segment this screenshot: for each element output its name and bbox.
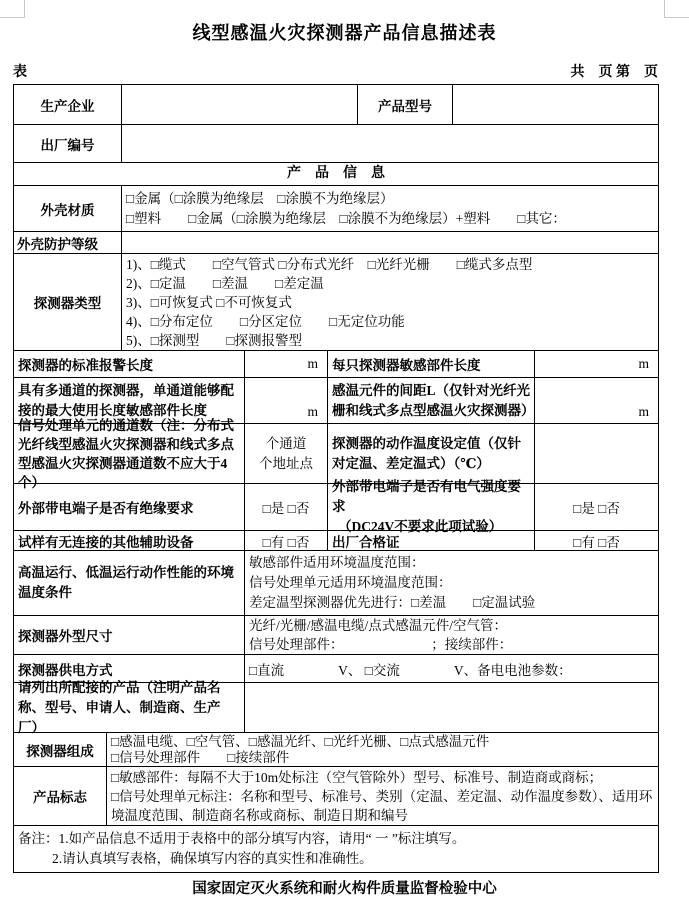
electric-strength-label-line1: 外部带电端子是否有电气强度要求 bbox=[332, 479, 521, 514]
composition-label: 探测器组成 bbox=[14, 733, 107, 766]
channels-value-line2: 个地址点 bbox=[259, 455, 313, 471]
multichannel-value-cell[interactable]: m bbox=[245, 378, 328, 423]
product-info-table bbox=[13, 84, 659, 873]
element-spacing-value-cell[interactable]: m bbox=[638, 404, 649, 419]
insulation-label: 外部带电端子是否有绝缘要求 bbox=[14, 484, 245, 530]
auxiliary-label: 试样有无连接的其他辅助设备 bbox=[14, 531, 245, 550]
certificate-options[interactable]: □有 □否 bbox=[573, 534, 620, 550]
power-supply-options[interactable]: □直流 V、 □交流 V、备电电池参数： bbox=[249, 662, 572, 678]
element-spacing-label: 感温元件的间距L（仅针对光纤光栅和线式多点型感温火灾探测器） bbox=[328, 378, 535, 423]
electric-strength-options[interactable]: □是 □否 bbox=[573, 501, 620, 516]
composition-line2[interactable]: □信号处理部件 □接续部件 bbox=[111, 749, 290, 765]
certificate-label: 出厂合格证 bbox=[328, 531, 535, 550]
notes-line2: 2.请认真填写表格，确保填写内容的真实性和准确性。 bbox=[52, 851, 373, 866]
dimensions-line1[interactable]: 光纤/光栅/感温电缆/点式感温元件/空气管： bbox=[249, 618, 508, 633]
marking-line2[interactable]: □信号处理单元标注：名称和型号、标准号、类别（定温、差定温、动作温度参数）、适用环境温度范围、制造商名称或商标、制造日期和编号 bbox=[111, 788, 653, 823]
detector-type-line1[interactable]: 1)、□缆式 □空气管式 □分布式光纤 □光纤光栅 □缆式多点型 bbox=[126, 256, 533, 272]
row-connected-products bbox=[14, 679, 658, 735]
sensor-length-label: 每只探测器敏感部件长度 bbox=[328, 351, 535, 377]
row-manufacturer-model bbox=[14, 85, 658, 125]
env-temp-line1[interactable]: 敏感部件适用环境温度范围： bbox=[249, 555, 425, 570]
alarm-length-label: 探测器的标准报警长度 bbox=[14, 351, 245, 377]
sensor-length-value-cell[interactable]: m bbox=[638, 356, 649, 371]
electric-strength-label-line2: （DC24V不要求此项试验） bbox=[338, 519, 503, 534]
composition-line1[interactable]: □感温电缆、□空气管、□感温光纤、□光纤光栅、□点式感温元件 bbox=[111, 733, 490, 749]
page-margin-mark-top-right bbox=[664, 0, 689, 18]
env-temp-line3[interactable]: 差定温型探测器优先进行：□差温 □定温试验 bbox=[249, 595, 536, 610]
row-shell-material bbox=[14, 186, 658, 232]
model-label: 产品型号 bbox=[358, 85, 453, 124]
factory-number-label: 出厂编号 bbox=[14, 125, 122, 162]
row-dimensions bbox=[14, 616, 658, 655]
row-factory-number bbox=[14, 125, 658, 163]
action-temp-value-cell[interactable] bbox=[535, 424, 658, 483]
marking-label: 产品标志 bbox=[14, 767, 107, 825]
notes-line1: 备注：1.如产品信息不适用于表格中的部分填写内容，请用“ 一 ”标注填写。 bbox=[18, 831, 466, 846]
multichannel-label: 具有多通道的探测器，单通道能够配接的最大使用长度敏感部件长度 bbox=[14, 378, 245, 423]
row-alarm-length bbox=[14, 351, 658, 378]
action-temp-label: 探测器的动作温度设定值（仅针对定温、差定温式）（℃） bbox=[328, 424, 535, 483]
power-supply-label: 探测器供电方式 bbox=[14, 655, 245, 682]
manufacturer-value-cell[interactable] bbox=[122, 85, 358, 124]
insulation-options[interactable]: □是 □否 bbox=[245, 484, 328, 530]
row-notes bbox=[14, 826, 658, 872]
table-caption-left: 表 bbox=[13, 65, 27, 80]
table-caption bbox=[13, 61, 658, 81]
shell-protection-label: 外壳防护等级 bbox=[14, 232, 122, 253]
env-temp-label: 高温运行、低温运行动作性能的环境温度条件 bbox=[14, 551, 245, 615]
channels-value-line1: 个通道 bbox=[265, 435, 307, 451]
row-composition bbox=[14, 733, 658, 767]
section-title: 产 品 信 息 bbox=[287, 166, 385, 181]
detector-type-line4[interactable]: 4)、□分布定位 □分区定位 □无定位功能 bbox=[126, 313, 405, 329]
row-channels-actiontemp bbox=[14, 417, 658, 490]
marking-line1[interactable]: □敏感部件：每隔不大于10m处标注（空气管除外）型号、标准号、制造商或商标； bbox=[111, 769, 603, 785]
row-detector-type bbox=[14, 254, 658, 351]
detector-type-line5[interactable]: 5)、□探测型 □探测报警型 bbox=[126, 332, 303, 348]
table-caption-right: 共 页 第 页 bbox=[570, 65, 658, 80]
dimensions-label: 探测器外型尺寸 bbox=[14, 616, 245, 654]
footer-organization: 国家固定灭火系统和耐火构件质量监督检验中心 bbox=[192, 881, 497, 897]
factory-number-value-cell[interactable] bbox=[122, 125, 658, 162]
detector-type-line3[interactable]: 3)、□可恢复式 □不可恢复式 bbox=[126, 294, 292, 310]
channels-label: 信号处理单元的通道数（注：分布式光纤线型感温火灾探测器和线式多点型感温火灾探测器通道数不应大于4个） bbox=[14, 424, 245, 483]
dimensions-line2[interactable]: 信号处理部件： ；接续部件： bbox=[249, 637, 513, 652]
connected-products-label: 请列出所配接的产品（注明产品名称、型号、申请人、制造商、生产厂） bbox=[14, 683, 245, 732]
connected-products-value-cell[interactable] bbox=[245, 683, 658, 732]
row-section-header bbox=[14, 163, 658, 186]
shell-material-options-line1[interactable]: □金属（□涂膜为绝缘层 □涂膜不为绝缘层） bbox=[126, 190, 394, 206]
shell-protection-value-cell[interactable] bbox=[122, 232, 658, 253]
channels-value-cell[interactable] bbox=[245, 424, 328, 483]
shell-material-options-line2[interactable]: □塑料 □金属（□涂膜为绝缘层 □涂膜不为绝缘层）+塑料 □其它： bbox=[126, 210, 566, 226]
shell-material-label: 外壳材质 bbox=[14, 186, 122, 231]
detector-type-line2[interactable]: 2)、□定温 □差温 □差定温 bbox=[126, 275, 324, 291]
detector-type-label: 探测器类型 bbox=[14, 254, 122, 350]
page-title: 线型感温火灾探测器产品信息描述表 bbox=[192, 23, 497, 43]
row-shell-protection bbox=[14, 232, 658, 254]
auxiliary-options[interactable]: □有 □否 bbox=[245, 531, 328, 550]
row-marking bbox=[14, 767, 658, 826]
alarm-length-value-cell[interactable]: m bbox=[245, 351, 328, 377]
row-insulation-strength bbox=[14, 479, 658, 534]
env-temp-line2[interactable]: 信号处理单元适用环境温度范围： bbox=[249, 575, 452, 590]
page-margin-mark-top-left bbox=[0, 0, 25, 18]
row-env-temp bbox=[14, 551, 658, 616]
row-auxiliary-certificate bbox=[14, 531, 658, 551]
model-value-cell[interactable] bbox=[453, 85, 658, 124]
manufacturer-label: 生产企业 bbox=[14, 85, 122, 124]
